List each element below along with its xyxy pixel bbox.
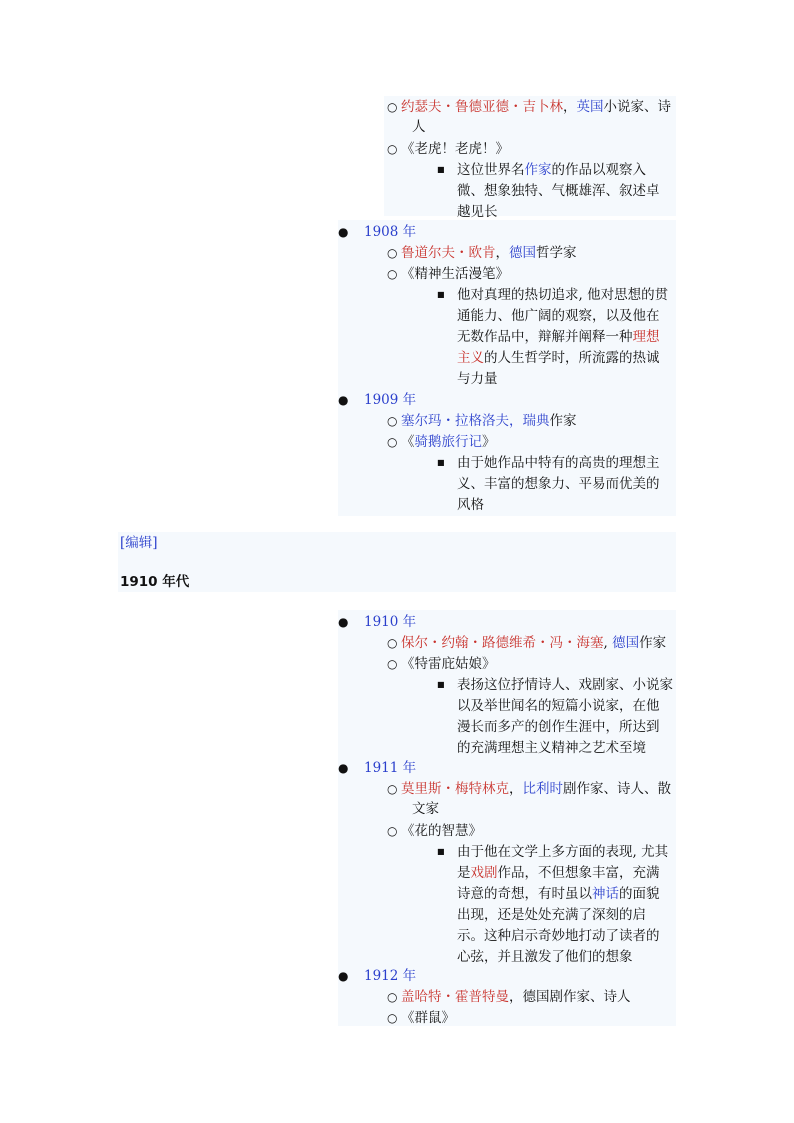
- reason-text: 的作品以观察入: [551, 162, 646, 178]
- award-reason-line: 风格: [457, 497, 484, 513]
- award-reason-line: 由于她作品中特有的高贵的理想主: [457, 455, 660, 471]
- bullet-level2: ○: [387, 990, 398, 1004]
- reason-text: 作品，不但想象丰富，充满: [497, 865, 660, 881]
- bullet-level2: ○: [387, 246, 398, 260]
- bullet-level2: ○: [387, 267, 398, 281]
- bullet-level1: ●: [338, 225, 349, 239]
- author-link-eucken[interactable]: 鲁道尔夫・欧肯: [401, 245, 496, 261]
- work-title: 《老虎！老虎！》: [401, 141, 509, 157]
- award-reason-line: 义、丰富的想象力、平易而优美的: [457, 476, 660, 492]
- country-link-uk[interactable]: 英国: [576, 99, 604, 115]
- author-role-continued: 人: [412, 119, 426, 135]
- author-role: 剧作家、诗人、散: [563, 781, 671, 797]
- author-role: 哲学家: [536, 245, 577, 261]
- country-link-germany[interactable]: 德国: [612, 635, 640, 651]
- separator: ，: [495, 245, 509, 261]
- year-link-1910[interactable]: 1910 年: [364, 614, 417, 630]
- shade-section-header: [118, 532, 676, 592]
- award-reason-line: [457, 863, 660, 883]
- author-line: [401, 633, 666, 653]
- bullet-level1: ●: [338, 393, 349, 407]
- drama-link[interactable]: 戏剧: [470, 865, 498, 881]
- work-title: 《精神生活漫笔》: [401, 266, 509, 282]
- year-link-1908[interactable]: 1908 年: [364, 224, 417, 240]
- idealism-link[interactable]: 理想: [632, 329, 660, 345]
- award-reason-line: [457, 884, 660, 904]
- award-reason-line: [457, 348, 660, 368]
- year-link-1909[interactable]: 1909 年: [364, 392, 417, 408]
- award-reason-line: 表扬这位抒情诗人、戏剧家、小说家: [457, 677, 673, 693]
- bullet-level2: ○: [387, 782, 398, 796]
- author-line: [401, 97, 671, 117]
- author-line: [401, 779, 671, 799]
- separator: ，: [509, 781, 523, 797]
- separator: ,: [603, 635, 613, 651]
- award-reason-line: 以及举世闻名的短篇小说家，在他: [457, 698, 660, 714]
- award-reason-line: 越见长: [457, 204, 498, 220]
- idealism-link-cont[interactable]: 主义: [457, 350, 484, 366]
- writer-link[interactable]: 作家: [524, 162, 552, 178]
- author-role: 作家: [639, 635, 667, 651]
- work-title: 《特雷庇姑娘》: [401, 656, 496, 672]
- bullet-level1: ●: [338, 761, 349, 775]
- award-reason-line: 出现，还是处处充满了深刻的启: [457, 907, 646, 923]
- year-link-1911[interactable]: 1911 年: [364, 760, 417, 776]
- bullet-level2: ○: [387, 414, 398, 428]
- bullet-level3: ■: [437, 847, 445, 856]
- bullet-level2: ○: [387, 142, 398, 156]
- bullet-level2: ○: [387, 1011, 398, 1025]
- bracket: 《: [401, 434, 415, 450]
- award-reason-line: [457, 160, 646, 180]
- author-role: ，德国剧作家、诗人: [509, 989, 631, 1005]
- author-line: [401, 987, 631, 1007]
- reason-text: 无数作品中，辩解并阐释一种: [457, 329, 633, 345]
- award-reason-line: 漫长而多产的创作生涯中，所达到: [457, 719, 660, 735]
- author-link-heyse[interactable]: 保尔・约翰・路德维希・冯・海塞: [401, 635, 604, 651]
- reason-text: 诗意的奇想，有时虽以: [457, 886, 592, 902]
- section-title-1910s: 1910 年代: [120, 574, 190, 590]
- work-title: [401, 432, 496, 452]
- award-reason-line: 微、想象独特、气概雄浑、叙述卓: [457, 183, 660, 199]
- reason-text: 是: [457, 865, 471, 881]
- country-link-germany[interactable]: 德国: [509, 245, 536, 261]
- edit-link[interactable]: [编辑]: [120, 535, 158, 551]
- award-reason-line: 与力量: [457, 371, 498, 387]
- work-title: 《群鼠》: [401, 1010, 455, 1026]
- award-reason-line: 通能力、他广阔的观察，以及他在: [457, 308, 660, 324]
- reason-text: 的人生哲学时，所流露的热诚: [484, 350, 660, 366]
- award-reason-line: 示。这种启示奇妙地打动了读者的: [457, 928, 660, 944]
- author-role: 小说家、诗: [603, 99, 671, 115]
- bullet-level3: ■: [437, 290, 445, 299]
- bullet-level3: ■: [437, 680, 445, 689]
- award-reason-line: 的充满理想主义精神之艺术至境: [457, 740, 646, 756]
- author-link-hauptmann[interactable]: 盖哈特・霍普特曼: [401, 989, 509, 1005]
- author-link-kipling[interactable]: 约瑟夫・鲁德亚德・吉卜林: [401, 99, 563, 115]
- bracket: 》: [482, 434, 496, 450]
- award-reason-line: 由于他在文学上多方面的表现, 尤其: [457, 844, 669, 860]
- award-reason-line: 他对真理的热切追求, 他对思想的贯: [457, 287, 669, 303]
- bullet-level2: ○: [387, 824, 398, 838]
- reason-text: 的面貌: [619, 886, 660, 902]
- author-role: 作家: [549, 413, 577, 429]
- bullet-level1: ●: [338, 969, 349, 983]
- bullet-level2: ○: [387, 100, 398, 114]
- author-link-maeterlinck[interactable]: 莫里斯・梅特林克: [401, 781, 509, 797]
- year-link-1912[interactable]: 1912 年: [364, 968, 417, 984]
- bullet-level3: ■: [437, 458, 445, 467]
- bullet-level1: ●: [338, 615, 349, 629]
- country-link-belgium[interactable]: 比利时: [522, 781, 563, 797]
- myth-link[interactable]: 神话: [592, 886, 619, 902]
- author-line: [401, 411, 577, 431]
- reason-text: 这位世界名: [457, 162, 525, 178]
- work-link-nils[interactable]: 骑鹅旅行记: [414, 434, 482, 450]
- author-line: [401, 243, 577, 263]
- author-link-lagerlof[interactable]: 塞尔玛・拉格洛夫: [401, 413, 509, 429]
- separator: ，: [509, 413, 523, 429]
- bullet-level3: ■: [437, 165, 445, 174]
- award-reason-line: 心弦，并且激发了他们的想象: [457, 949, 633, 965]
- bullet-level2: ○: [387, 435, 398, 449]
- award-reason-line: [457, 327, 660, 347]
- work-title: 《花的智慧》: [401, 823, 482, 839]
- separator: ，: [563, 99, 577, 115]
- author-role-continued: 文家: [412, 801, 439, 817]
- bullet-level2: ○: [387, 657, 398, 671]
- bullet-level2: ○: [387, 636, 398, 650]
- country-link-sweden[interactable]: 瑞典: [522, 413, 550, 429]
